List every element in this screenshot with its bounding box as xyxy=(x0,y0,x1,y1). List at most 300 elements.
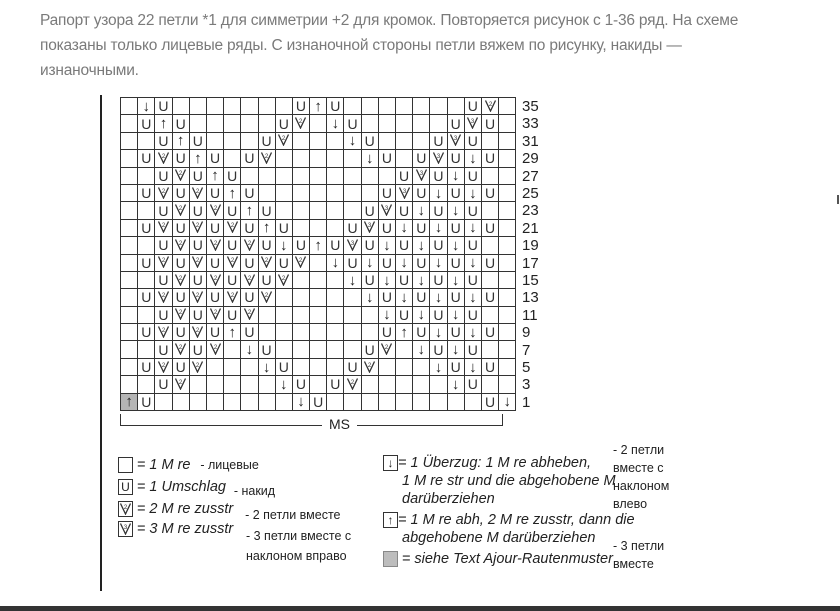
down-arrow-icon: ↓ xyxy=(383,455,398,471)
two-together-icon xyxy=(206,271,223,288)
knit-cell xyxy=(258,98,275,115)
three-together-icon xyxy=(378,202,395,219)
yarn-over-icon: U xyxy=(481,254,498,271)
chart-row xyxy=(121,167,516,184)
yarn-over-icon: U xyxy=(447,358,464,375)
knit-cell xyxy=(292,132,309,149)
two-together-icon xyxy=(481,98,498,115)
knit-cell xyxy=(378,393,395,410)
svg-text:3: 3 xyxy=(419,171,423,178)
knit-cell xyxy=(275,150,292,167)
knit-cell xyxy=(327,324,344,341)
knit-cell xyxy=(344,167,361,184)
knit-cell xyxy=(396,358,413,375)
yarn-over-icon: U xyxy=(258,341,275,358)
legend-2-together: 2 = 2 M re zusstr - 2 петли вместе xyxy=(118,500,340,517)
yarn-over-icon: U xyxy=(481,219,498,236)
knit-cell xyxy=(292,219,309,236)
svg-text:2: 2 xyxy=(123,505,128,512)
yarn-over-icon: U xyxy=(378,184,395,201)
knit-cell xyxy=(138,271,155,288)
yarn-over-icon: U xyxy=(189,132,206,149)
knit-cell xyxy=(121,219,138,236)
yarn-over-icon: U xyxy=(258,202,275,219)
yarn-over-icon: U xyxy=(172,289,189,306)
yarn-over-icon: U xyxy=(430,167,447,184)
down-arrow-icon: ↓ xyxy=(430,184,447,201)
edge-mark xyxy=(837,195,839,204)
yarn-over-icon: U xyxy=(430,306,447,323)
two-together-icon xyxy=(189,254,206,271)
two-together-icon xyxy=(206,237,223,254)
knit-cell xyxy=(413,98,430,115)
yarn-over-icon: U xyxy=(172,150,189,167)
down-arrow-icon: ↓ xyxy=(464,219,481,236)
yarn-over-icon: U xyxy=(413,150,430,167)
knit-cell xyxy=(327,393,344,410)
two-together-icon xyxy=(155,150,172,167)
knit-cell xyxy=(499,98,516,115)
svg-text:2: 2 xyxy=(196,292,200,299)
knit-cell xyxy=(378,132,395,149)
chart-row xyxy=(121,132,516,149)
knit-cell xyxy=(138,306,155,323)
yarn-over-icon: U xyxy=(275,358,292,375)
chart-row xyxy=(121,115,516,132)
knit-cell xyxy=(224,132,241,149)
chart-row xyxy=(121,271,516,288)
two-together-icon xyxy=(155,219,172,236)
yarn-over-icon: U xyxy=(481,115,498,132)
yarn-over-icon: U xyxy=(224,237,241,254)
three-together-icon xyxy=(464,115,481,132)
knit-cell xyxy=(241,393,258,410)
two-together-icon xyxy=(344,376,361,393)
svg-text:2: 2 xyxy=(161,223,166,230)
down-arrow-icon: ↓ xyxy=(430,219,447,236)
svg-text:3: 3 xyxy=(453,136,458,143)
yarn-over-icon: U xyxy=(155,237,172,254)
down-arrow-icon: ↓ xyxy=(344,271,361,288)
knit-cell xyxy=(344,289,361,306)
knit-cell xyxy=(258,376,275,393)
knit-cell xyxy=(206,358,223,375)
two-together-icon xyxy=(189,358,206,375)
knit-cell xyxy=(241,167,258,184)
knit-cell xyxy=(396,132,413,149)
row-number: 1 xyxy=(522,393,531,411)
knit-cell xyxy=(361,98,378,115)
svg-text:2: 2 xyxy=(161,292,166,299)
knit-cell xyxy=(447,98,464,115)
yarn-over-icon: U xyxy=(447,324,464,341)
svg-text:2: 2 xyxy=(196,188,200,195)
knit-cell xyxy=(258,184,275,201)
row-number: 23 xyxy=(522,202,539,220)
svg-text:2: 2 xyxy=(264,153,269,160)
down-arrow-icon: ↓ xyxy=(464,324,481,341)
knit-cell xyxy=(361,306,378,323)
up-arrow-icon: ↑ xyxy=(206,167,223,184)
svg-text:2: 2 xyxy=(178,345,183,352)
yarn-over-icon: U xyxy=(361,202,378,219)
two-together-icon xyxy=(172,376,189,393)
chart-row xyxy=(121,289,516,306)
yarn-over-icon: U xyxy=(464,237,481,254)
knit-cell xyxy=(327,150,344,167)
knit-cell xyxy=(292,358,309,375)
two-together-icon xyxy=(206,202,223,219)
two-together-icon xyxy=(172,271,189,288)
knit-cell xyxy=(327,219,344,236)
intro-paragraph: Рапорт узора 22 петли *1 для симметрии +2 для кромок. Повторяется рисунок с 1-36 ряд. На схеме показаны только лицевые ряды. С изнаночной стороны петли вяжем по рисунку, накиды — изнаночными. xyxy=(40,12,739,79)
two-together-icon xyxy=(361,358,378,375)
knit-cell xyxy=(292,324,309,341)
svg-text:2: 2 xyxy=(230,223,234,230)
yarn-over-icon: U xyxy=(292,237,309,254)
yarn-over-icon: U xyxy=(138,115,155,132)
svg-text:2: 2 xyxy=(178,171,183,178)
two-together-icon xyxy=(189,324,206,341)
yarn-over-icon: U xyxy=(258,237,275,254)
knit-cell xyxy=(189,98,206,115)
down-arrow-icon: ↓ xyxy=(361,150,378,167)
yarn-over-icon: U xyxy=(344,115,361,132)
yarn-over-icon: U xyxy=(413,324,430,341)
chart-row xyxy=(121,150,516,167)
svg-text:2: 2 xyxy=(178,310,183,317)
svg-text:3: 3 xyxy=(471,119,475,126)
chart-row xyxy=(121,98,516,115)
two-together-icon xyxy=(224,289,241,306)
yarn-over-icon: U xyxy=(189,271,206,288)
down-arrow-icon: ↓ xyxy=(396,289,413,306)
yarn-over-icon: U xyxy=(172,184,189,201)
down-arrow-icon: ↓ xyxy=(447,376,464,393)
knit-cell xyxy=(275,306,292,323)
knit-cell xyxy=(206,376,223,393)
knit-cell xyxy=(241,376,258,393)
svg-text:2: 2 xyxy=(213,206,217,213)
yarn-over-icon: U xyxy=(447,254,464,271)
knit-cell xyxy=(378,98,395,115)
down-arrow-icon: ↓ xyxy=(430,358,447,375)
two-together-icon xyxy=(258,254,275,271)
knit-cell xyxy=(121,271,138,288)
legend-3-together: 3 = 3 M re zusstr xyxy=(118,520,233,537)
knit-cell xyxy=(292,341,309,358)
knit-cell xyxy=(481,202,498,219)
chart-row xyxy=(121,184,516,201)
row-number: 3 xyxy=(522,376,531,394)
yarn-over-icon: U xyxy=(430,237,447,254)
down-arrow-icon: ↓ xyxy=(275,237,292,254)
svg-text:2: 2 xyxy=(368,362,372,369)
svg-text:2: 2 xyxy=(196,327,200,334)
legend-yarn-over: U = 1 Umschlag - накид xyxy=(118,478,275,495)
yarn-over-icon: U xyxy=(430,271,447,288)
knit-cell xyxy=(275,98,292,115)
yarn-over-icon: U xyxy=(464,341,481,358)
knit-cell xyxy=(189,115,206,132)
yarn-over-icon: U xyxy=(447,184,464,201)
row-number: 25 xyxy=(522,185,539,202)
yarn-over-icon: U xyxy=(155,341,172,358)
yarn-over-icon: U xyxy=(464,271,481,288)
chart-row xyxy=(121,219,516,236)
knit-cell xyxy=(121,132,138,149)
knit-cell xyxy=(121,324,138,341)
knit-cell xyxy=(499,219,516,236)
down-arrow-icon: ↓ xyxy=(275,376,292,393)
down-arrow-icon: ↓ xyxy=(396,219,413,236)
knit-cell xyxy=(361,324,378,341)
svg-text:2: 2 xyxy=(161,362,166,369)
down-arrow-icon: ↓ xyxy=(430,324,447,341)
svg-text:2: 2 xyxy=(299,119,303,126)
yarn-over-icon: U xyxy=(361,341,378,358)
svg-text:2: 2 xyxy=(178,206,183,213)
yarn-over-icon: U xyxy=(138,358,155,375)
knit-cell xyxy=(499,324,516,341)
three-together-icon xyxy=(118,521,133,537)
svg-text:2: 2 xyxy=(161,153,166,160)
knit-cell xyxy=(258,393,275,410)
chart-row xyxy=(121,254,516,271)
yarn-over-icon: U xyxy=(138,184,155,201)
down-arrow-icon: ↓ xyxy=(327,115,344,132)
chart-row xyxy=(121,306,516,323)
knit-cell xyxy=(292,202,309,219)
yarn-over-icon: U xyxy=(241,219,258,236)
down-arrow-icon: ↓ xyxy=(447,271,464,288)
two-together-icon xyxy=(292,115,309,132)
knit-cell xyxy=(499,271,516,288)
yarn-over-icon: U xyxy=(224,202,241,219)
knit-cell xyxy=(258,324,275,341)
two-together-icon xyxy=(172,202,189,219)
knit-cell xyxy=(172,393,189,410)
yarn-over-icon: U xyxy=(464,202,481,219)
knit-cell xyxy=(121,358,138,375)
knit-cell xyxy=(327,289,344,306)
yarn-over-icon: U xyxy=(447,150,464,167)
knit-cell xyxy=(499,376,516,393)
knit-cell xyxy=(344,98,361,115)
down-arrow-icon: ↓ xyxy=(464,289,481,306)
knit-cell xyxy=(310,324,327,341)
yarn-over-icon: U xyxy=(206,324,223,341)
yarn-over-icon: U xyxy=(241,289,258,306)
svg-text:2: 2 xyxy=(196,223,200,230)
yarn-over-icon: U xyxy=(118,479,133,495)
knit-cell xyxy=(224,393,241,410)
chart-row xyxy=(121,393,516,410)
knit-cell xyxy=(310,132,327,149)
down-arrow-icon: ↓ xyxy=(413,271,430,288)
yarn-over-icon: U xyxy=(138,254,155,271)
knit-cell xyxy=(292,184,309,201)
knit-cell xyxy=(138,167,155,184)
two-together-icon xyxy=(172,306,189,323)
knit-cell xyxy=(206,132,223,149)
knit-cell xyxy=(310,150,327,167)
yarn-over-icon: U xyxy=(172,219,189,236)
two-together-icon xyxy=(258,289,275,306)
knit-cell xyxy=(361,115,378,132)
yarn-over-icon: U xyxy=(447,289,464,306)
knit-cell xyxy=(138,132,155,149)
knit-cell xyxy=(327,271,344,288)
three-together-icon xyxy=(361,219,378,236)
yarn-over-icon: U xyxy=(378,219,395,236)
knit-cell xyxy=(481,271,498,288)
knit-cell xyxy=(499,115,516,132)
yarn-over-icon: U xyxy=(361,271,378,288)
down-arrow-icon: ↓ xyxy=(378,306,395,323)
knit-cell xyxy=(121,184,138,201)
down-arrow-icon: ↓ xyxy=(413,202,430,219)
down-arrow-icon: ↓ xyxy=(430,254,447,271)
two-together-icon xyxy=(189,184,206,201)
yarn-over-icon: U xyxy=(447,219,464,236)
two-together-icon xyxy=(292,254,309,271)
down-arrow-icon: ↓ xyxy=(361,289,378,306)
two-together-icon xyxy=(224,219,241,236)
up-arrow-icon: ↑ xyxy=(310,98,327,115)
knit-cell xyxy=(138,341,155,358)
knit-cell xyxy=(275,324,292,341)
knit-cell xyxy=(327,341,344,358)
yarn-over-icon: U xyxy=(206,219,223,236)
three-together-icon xyxy=(430,150,447,167)
knit-cell xyxy=(499,358,516,375)
yarn-over-icon: U xyxy=(430,132,447,149)
row-number: 29 xyxy=(522,150,539,168)
knit-cell xyxy=(275,202,292,219)
knit-cell xyxy=(361,184,378,201)
down-arrow-icon: ↓ xyxy=(447,202,464,219)
row-number: 35 xyxy=(522,98,539,115)
knit-cell xyxy=(344,306,361,323)
down-arrow-icon: ↓ xyxy=(378,271,395,288)
knit-cell xyxy=(378,115,395,132)
yarn-over-icon: U xyxy=(206,150,223,167)
knit-cell xyxy=(344,341,361,358)
yarn-over-icon: U xyxy=(138,393,155,410)
knit-cell xyxy=(310,271,327,288)
yarn-over-icon: U xyxy=(138,289,155,306)
knit-cell xyxy=(327,358,344,375)
yarn-over-icon: U xyxy=(430,341,447,358)
knit-cell xyxy=(413,132,430,149)
legend-sk2p-ru: - 3 петли вместе xyxy=(613,539,665,571)
yarn-over-icon: U xyxy=(155,271,172,288)
knit-cell xyxy=(121,341,138,358)
gray-up-arrow-icon: ↑ xyxy=(121,393,138,410)
legend-gray: = siehe Text Ajour-Rautenmuster xyxy=(383,550,613,567)
left-border-line xyxy=(100,95,102,591)
svg-text:2: 2 xyxy=(247,240,252,247)
two-together-icon xyxy=(155,358,172,375)
knit-cell xyxy=(224,115,241,132)
svg-text:2: 2 xyxy=(161,327,166,334)
knit-cell xyxy=(310,184,327,201)
yarn-over-icon: U xyxy=(378,324,395,341)
knit-cell xyxy=(499,167,516,184)
knit-cell xyxy=(481,306,498,323)
yarn-over-icon: U xyxy=(258,271,275,288)
knit-cell xyxy=(430,393,447,410)
knit-cell xyxy=(481,132,498,149)
knit-cell xyxy=(206,393,223,410)
two-together-icon xyxy=(275,271,292,288)
knit-cell xyxy=(361,393,378,410)
knit-cell xyxy=(310,306,327,323)
knit-cell xyxy=(344,202,361,219)
yarn-over-icon: U xyxy=(481,393,498,410)
yarn-over-icon: U xyxy=(172,115,189,132)
knit-cell xyxy=(464,393,481,410)
knit-cell xyxy=(447,393,464,410)
three-together-icon xyxy=(344,237,361,254)
two-together-icon xyxy=(172,237,189,254)
knit-cell xyxy=(241,358,258,375)
svg-text:2: 2 xyxy=(247,310,252,317)
knit-cell xyxy=(413,358,430,375)
svg-text:2: 2 xyxy=(196,362,200,369)
chart-row xyxy=(121,324,516,341)
yarn-over-icon: U xyxy=(155,132,172,149)
svg-text:2: 2 xyxy=(230,292,234,299)
yarn-over-icon: U xyxy=(344,254,361,271)
knit-cell xyxy=(310,289,327,306)
knit-cell xyxy=(413,115,430,132)
down-arrow-icon: ↓ xyxy=(378,237,395,254)
svg-text:2: 2 xyxy=(213,345,217,352)
knit-cell xyxy=(413,393,430,410)
yarn-over-icon: U xyxy=(275,219,292,236)
two-together-icon xyxy=(258,150,275,167)
yarn-over-icon: U xyxy=(206,289,223,306)
yarn-over-icon: U xyxy=(206,184,223,201)
down-arrow-icon: ↓ xyxy=(447,341,464,358)
yarn-over-icon: U xyxy=(138,324,155,341)
yarn-over-icon: U xyxy=(464,132,481,149)
knit-cell xyxy=(361,376,378,393)
knit-cell xyxy=(224,98,241,115)
knit-cell xyxy=(189,376,206,393)
up-arrow-icon: ↑ xyxy=(258,219,275,236)
knit-cell xyxy=(138,376,155,393)
two-together-icon xyxy=(155,254,172,271)
knit-cell xyxy=(121,202,138,219)
yarn-over-icon: U xyxy=(310,393,327,410)
knit-cell xyxy=(292,306,309,323)
down-arrow-icon: ↓ xyxy=(241,341,258,358)
svg-text:2: 2 xyxy=(350,379,355,386)
knit-cell xyxy=(396,341,413,358)
down-arrow-icon: ↓ xyxy=(138,98,155,115)
knit-cell xyxy=(378,358,395,375)
svg-text:2: 2 xyxy=(282,136,286,143)
knit-cell xyxy=(292,289,309,306)
yarn-over-icon: U xyxy=(155,167,172,184)
knit-cell xyxy=(499,202,516,219)
yarn-over-icon: U xyxy=(481,358,498,375)
yarn-over-icon: U xyxy=(464,98,481,115)
legend-sk2p: ↑ = 1 M re abh, 2 M re zusstr, dann die abgehobene M darüberziehen xyxy=(383,510,635,547)
